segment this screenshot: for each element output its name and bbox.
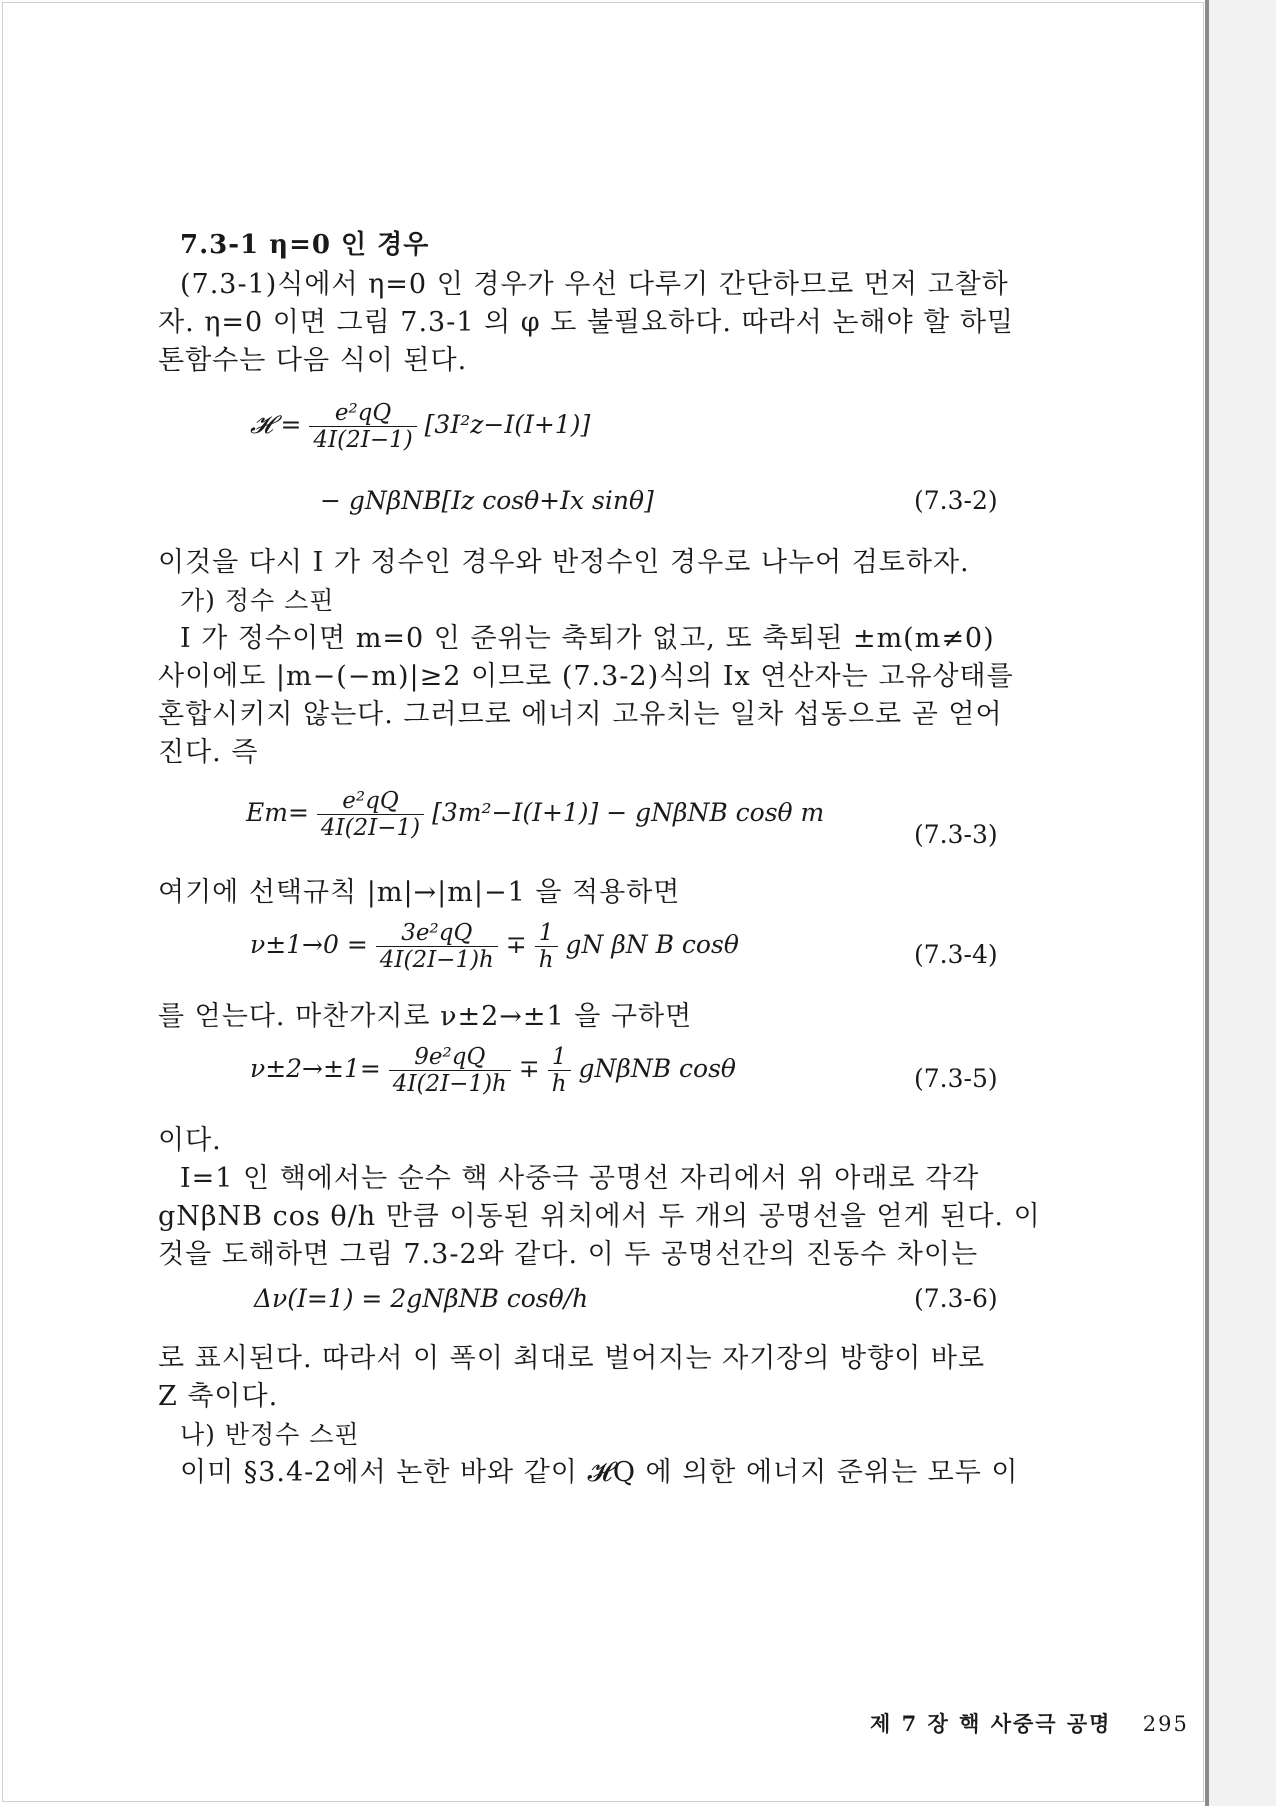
fraction-numerator: 1 <box>538 920 554 946</box>
equation-term: gN βN B cosθ <box>565 930 739 959</box>
fraction-denominator: 4I(2I−1) <box>309 426 416 453</box>
equation-fraction <box>535 920 558 973</box>
fraction-numerator: 3e²qQ <box>401 920 473 946</box>
equation-number: (7.3-6) <box>914 1284 998 1313</box>
paragraph-line: 사이에도 |m−(−m)|≥2 이므로 (7.3-2)식의 Ix 연산자는 고유상태를 <box>158 661 1014 692</box>
page-number: 295 <box>1142 1712 1189 1736</box>
chapter-label: 제 7 장 핵 사중극 공명 <box>870 1711 1112 1736</box>
equation-7-3-3 <box>246 788 824 841</box>
equation-7-3-5 <box>250 1044 736 1097</box>
paragraph-line: 것을 도해하면 그림 7.3-2와 같다. 이 두 공명선간의 진동수 차이는 <box>158 1239 979 1270</box>
paragraph-line: Z 축이다. <box>158 1381 279 1412</box>
subsection-title-integer-spin: 가) 정수 스핀 <box>180 586 335 615</box>
page-footer <box>870 1708 1189 1738</box>
fraction-denominator: 4I(2I−1) <box>317 814 424 841</box>
equation-operator: ∓ <box>518 1054 540 1083</box>
equation-lhs: ν±1→0 = <box>250 930 368 959</box>
equation-term: [3m²−I(I+1)] − gNβNB cosθ m <box>432 798 825 827</box>
paragraph-line: 혼합시키지 않는다. 그러므로 에너지 고유치는 일차 섭동으로 곧 얻어 <box>158 699 1003 730</box>
equation-7-3-6: Δν(I=1) = 2gNβNB cosθ/h <box>254 1284 589 1313</box>
fraction-denominator: 4I(2I−1)h <box>389 1070 511 1097</box>
paragraph-line: 이다. <box>158 1125 222 1156</box>
paragraph-line: 진다. 즉 <box>158 737 259 768</box>
equation-7-3-2-line2: − gNβNB[Iz cosθ+Ix sinθ] <box>320 486 654 515</box>
paragraph-line: I 가 정수이면 m=0 인 준위는 축퇴가 없고, 또 축퇴된 ±m(m≠0) <box>180 623 995 654</box>
equation-fraction <box>548 1044 571 1097</box>
paragraph-line: 여기에 선택규칙 |m|→|m|−1 을 적용하면 <box>158 877 681 908</box>
paragraph-line: (7.3-1)식에서 η=0 인 경우가 우선 다루기 간단하므로 먼저 고찰하 <box>180 269 1009 300</box>
equation-number: (7.3-3) <box>914 820 998 849</box>
equation-7-3-4 <box>250 920 739 973</box>
equation-lhs: Em= <box>246 798 309 827</box>
fraction-denominator: h <box>535 946 558 973</box>
equation-number: (7.3-4) <box>914 940 998 969</box>
equation-7-3-2 <box>250 400 590 453</box>
paragraph-line: 자. η=0 이면 그림 7.3-1 의 φ 도 불필요하다. 따라서 논해야 할 하밀 <box>158 307 1014 338</box>
equation-lhs: 𝓗 = <box>250 410 302 439</box>
fraction-numerator: e²qQ <box>342 788 399 814</box>
equation-term: gNβNB cosθ <box>578 1054 736 1083</box>
paragraph-line: I=1 인 핵에서는 순수 핵 사중극 공명선 자리에서 위 아래로 각각 <box>180 1163 980 1194</box>
equation-fraction <box>317 788 424 841</box>
fraction-numerator: e²qQ <box>334 400 392 426</box>
fraction-denominator: 4I(2I−1)h <box>376 946 498 973</box>
paragraph-line: 로 표시된다. 따라서 이 폭이 최대로 벌어지는 자기장의 방향이 바로 <box>158 1343 986 1374</box>
equation-number: (7.3-5) <box>914 1064 998 1093</box>
equation-term: [3I²z−I(I+1)] <box>424 410 591 439</box>
paragraph-line: 이미 §3.4-2에서 논한 바와 같이 𝓗Q 에 의한 에너지 준위는 모두 이 <box>180 1457 1019 1488</box>
fraction-numerator: 1 <box>551 1044 567 1070</box>
paragraph-line: 톤함수는 다음 식이 된다. <box>158 345 468 376</box>
equation-fraction <box>376 920 498 973</box>
equation-lhs: ν±2→±1= <box>250 1054 381 1083</box>
viewer-side-pane <box>1209 0 1276 1806</box>
equation-number: (7.3-2) <box>914 486 998 515</box>
subsection-title-half-integer-spin: 나) 반정수 스핀 <box>180 1420 360 1449</box>
paragraph-line: 를 얻는다. 마찬가지로 ν±2→±1 을 구하면 <box>158 1001 693 1032</box>
equation-operator: ∓ <box>505 930 527 959</box>
fraction-denominator: h <box>548 1070 571 1097</box>
equation-fraction <box>309 400 416 453</box>
section-title: 7.3-1 η=0 인 경우 <box>180 230 430 260</box>
fraction-numerator: 9e²qQ <box>414 1044 486 1070</box>
paragraph-line: gNβNB cos θ/h 만큼 이동된 위치에서 두 개의 공명선을 얻게 된다. 이 <box>158 1201 1041 1232</box>
equation-fraction <box>389 1044 511 1097</box>
paragraph-line: 이것을 다시 I 가 정수인 경우와 반정수인 경우로 나누어 검토하자. <box>158 547 970 578</box>
